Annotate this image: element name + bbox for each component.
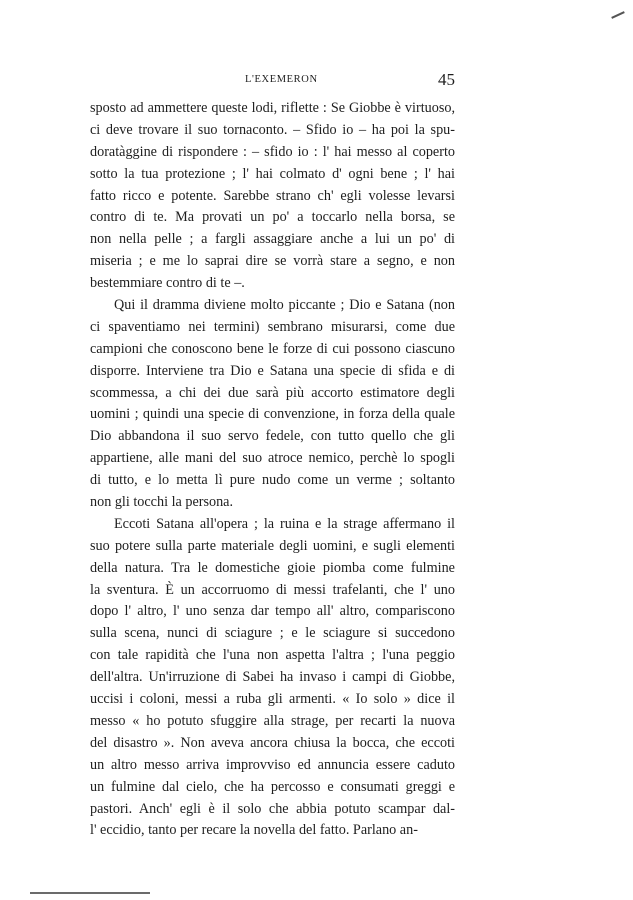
text-line: doratàggine di rispondere : – sfido io : l' hai messo al coperto (90, 143, 455, 160)
text-line: uomini ; quindi una specie di convenzione, in forza della quale (90, 406, 455, 423)
text-line: Qui il dramma diviene molto piccante ; Dio e Satana (non (114, 297, 455, 314)
text-line: messo « ho potuto sfuggire alla strage, per recarti la nuova (90, 712, 455, 729)
text-line: di tutto, e lo metta lì pure nudo come un verme ; soltanto (90, 472, 455, 489)
text-line: ci deve trovare il suo tornaconto. – Sfido io – ha poi la spu- (90, 121, 455, 138)
text-line: disporre. Interviene tra Dio e Satana una specie di sfida e di (90, 362, 455, 379)
paragraph (90, 98, 455, 295)
text-line: sulla scena, nunci di sciagure ; e le sciagure si succedono (90, 625, 455, 642)
paragraph (90, 295, 455, 514)
text-line: Eccoti Satana all'opera ; la ruina e la strage affermano il (114, 515, 455, 532)
running-title: L'EXEMERON (245, 74, 318, 85)
text-line: del disastro ». Non aveva ancora chiusa la bocca, che eccoti (90, 734, 455, 751)
text-line: un fulmine dal cielo, che ha percosso e consumati greggi e (90, 778, 455, 795)
text-line: suo potere sulla parte materiale degli uomini, e sugli elementi (90, 537, 455, 554)
text-line: campioni che conoscono bene le forze di cui possono ciascuno (90, 340, 455, 357)
text-line: scommessa, a chi dei due sarà più accorto estimatore degli (90, 384, 455, 401)
text-line: sotto la tua protezione ; l' hai colmato d' ogni bene ; l' hai (90, 165, 455, 182)
text-line: dopo l' altro, l' uno senza dar tempo all' altro, compariscono (90, 603, 455, 620)
text-line: l' eccidio, tanto per recare la novella del fatto. Parlano an- (90, 822, 418, 839)
body-text (90, 98, 455, 842)
text-line: appartiene, alle mani del suo atroce nemico, perchè lo spogli (90, 450, 455, 467)
page-number: 45 (438, 70, 455, 89)
text-line: la sventura. È un accorruomo di messi trafelanti, che l' uno (90, 581, 455, 598)
text-line: dell'altra. Un'irruzione di Sabei ha invaso i campi di Giobbe, (90, 669, 455, 686)
corner-mark (611, 11, 625, 19)
text-line: fatto ricco e potente. Sarebbe strano ch' egli volesse levarsi (90, 187, 455, 204)
text-line: un altro messo arriva improvviso ed annuncia essere caduto (90, 756, 455, 773)
paragraph (90, 514, 455, 842)
page-header (90, 70, 455, 94)
text-line: della natura. Tra le domestiche gioie piomba come fulmine (90, 559, 455, 576)
text-line: uccisi i coloni, messi a ruba gli armenti. « Io solo » dice il (90, 691, 455, 708)
text-line: con tale rapidità che l'una non aspetta l'altra ; l'una peggio (90, 647, 455, 664)
text-line: ci spaventiamo nei termini) sembrano misurarsi, come due (90, 318, 455, 335)
bottom-rule (30, 892, 150, 894)
text-line: non nella pelle ; a fargli assaggiare anche a lui un po' di (90, 231, 455, 248)
text-line: bestemmiare contro di te –. (90, 275, 245, 292)
text-line: miseria ; e me lo saprai dire se vorrà stare a segno, e non (90, 253, 455, 270)
text-line: non gli tocchi la persona. (90, 494, 234, 511)
text-line: contro di te. Ma provati un po' a toccarlo nella borsa, se (90, 209, 455, 226)
text-line: Dio abbandona il suo servo fedele, con tutto quello che gli (90, 428, 455, 445)
text-line: sposto ad ammettere queste lodi, riflette : Se Giobbe è virtuoso, (90, 100, 455, 116)
text-line: pastori. Anch' egli è il solo che abbia potuto scampar dal- (90, 800, 455, 817)
